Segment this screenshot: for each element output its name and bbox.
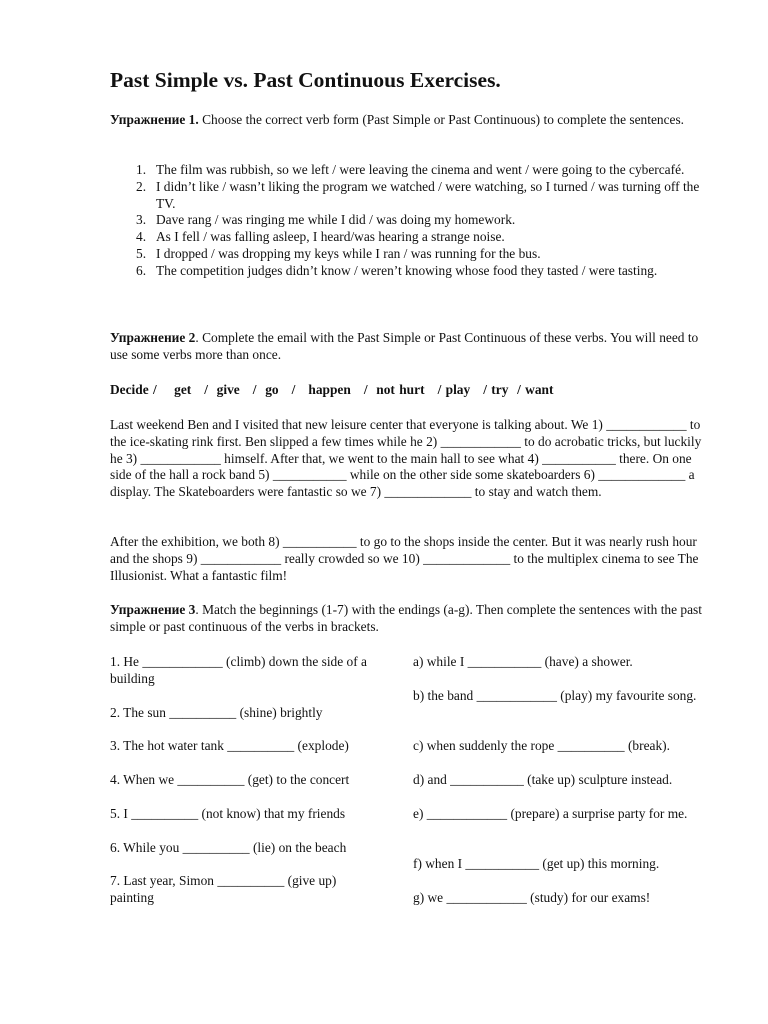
exercise-3-instruction (110, 602, 712, 636)
item-number: 2. (136, 178, 147, 194)
ending-a: a) while I ___________ (have) a shower. (413, 654, 633, 669)
beginning-2: 2. The sun __________ (shine) brightly (110, 705, 323, 720)
exercise-1-text: Choose the correct verb form (Past Simple or Past Continuous) to complete the sentences. (198, 112, 685, 127)
list-item (110, 263, 710, 280)
exercise-1-instruction (110, 112, 712, 129)
beginning-7: 7. Last year, Simon __________ (give up) painting (110, 873, 337, 905)
item-number: 3. (136, 212, 147, 228)
beginning-5: 5. I __________ (not know) that my friends (110, 806, 346, 821)
exercise-2-text: . Complete the email with the Past Simple or Past Continuous of these verbs. You will need to use some verbs more than once. (110, 330, 699, 362)
ending-c: c) when suddenly the rope __________ (break). (413, 738, 670, 753)
exercise-1-label: Упражнение 1. (110, 112, 199, 127)
beginning-3: 3. The hot water tank __________ (explode) (110, 738, 349, 753)
item-text: The competition judges didn’t know / weren’t knowing whose food they tasted / were tasting. (156, 262, 658, 278)
item-number: 4. (136, 229, 147, 245)
email-paragraph-1: Last weekend Ben and I visited that new leisure center that everyone is talking about. We 1) ____________ to the ice-skating rink first. Ben slipped a few times while he 2) ____________ to do acrobatic tricks, but luckily he 3) ____________ himself. After that, we went to the main hall to see what 4) ___________ there. On one side of the hall a rock band 5) ___________ while on the other side some skateboarders 6) _____________ a display. The Skateboarders were fantastic so we 7) _____________ to stay and watch them. (110, 417, 702, 500)
page-title: Past Simple vs. Past Continuous Exercises. (110, 68, 501, 92)
list-item (110, 179, 710, 213)
item-number: 1. (136, 162, 147, 177)
list-item (110, 246, 710, 263)
item-text: As I fell / was falling asleep, I heard/was hearing a strange noise. (156, 229, 505, 245)
exercise-2-instruction (110, 330, 712, 364)
item-text: I dropped / was dropping my keys while I ran / was running for the bus. (156, 245, 541, 261)
ending-b: b) the band ____________ (play) my favourite song. (413, 688, 697, 703)
item-text: I didn’t like / wasn’t liking the program we watched / were watching, so I turned / was turning off the TV. (156, 178, 700, 211)
email-paragraph-2: After the exhibition, we both 8) ___________ to go to the shops inside the center. But it was nearly rush hour and the shops 9) ____________ really crowded so we 10) _____________ to the multiplex cinema to see The Illusionist. What a fantastic film! (110, 534, 699, 583)
list-item (110, 229, 710, 246)
exercise-2-label: Упражнение 2 (110, 330, 196, 345)
ending-e: e) ____________ (prepare) a surprise party for me. (413, 806, 688, 821)
word-bank: Decide / get / give / go / happen / not hurt / play / try / want (110, 382, 554, 397)
exercise-3-text: . Match the beginnings (1-7) with the endings (a-g). Then complete the sentences with the past simple or past continuous of the verbs in brackets. (110, 602, 702, 634)
item-number: 5. (136, 245, 147, 261)
beginning-1: 1. He ____________ (climb) down the side of a building (110, 654, 367, 686)
item-number: 6. (136, 262, 147, 278)
list-item (110, 162, 710, 179)
list-item (110, 212, 710, 229)
beginning-6: 6. While you __________ (lie) on the beach (110, 840, 347, 855)
exercise-3-label: Упражнение 3 (110, 602, 196, 617)
beginning-4: 4. When we __________ (get) to the concert (110, 772, 350, 787)
ending-g: g) we ____________ (study) for our exams! (413, 890, 651, 905)
ending-d: d) and ___________ (take up) sculpture instead. (413, 772, 673, 787)
item-text: The film was rubbish, so we left / were leaving the cinema and went / were going to the cybercafé. (156, 162, 685, 177)
ending-f: f) when I ___________ (get up) this morning. (413, 856, 660, 871)
exercise-1-list (110, 162, 710, 280)
item-text: Dave rang / was ringing me while I did / was doing my homework. (156, 212, 516, 228)
